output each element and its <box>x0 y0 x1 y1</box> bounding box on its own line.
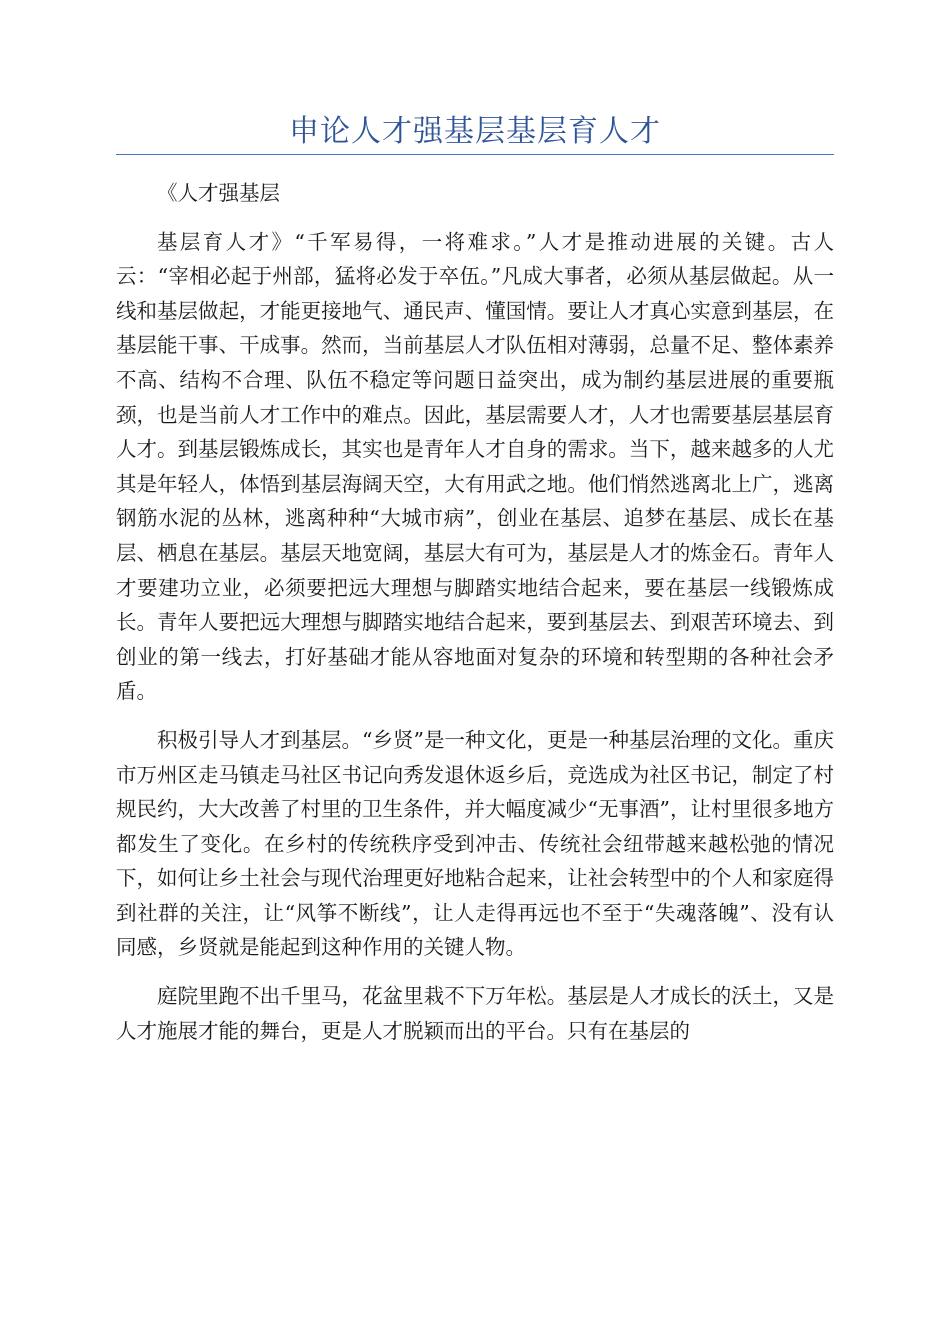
document-title: 申论人才强基层基层育人才 <box>289 114 661 149</box>
paragraph-3: 积极引导人才到基层。“乡贤”是一种文化，更是一种基层治理的文化。重庆市万州区走马镇走马社区书记向秀发退休返乡后，竞选成为社区书记，制定了村规民约，大大改善了村里的卫生条件，并大幅度减少“无事酒”，让村里很多地方都发生了变化。在乡村的传统秩序受到冲击、传统社会纽带越来越松弛的情况下，如何让乡土社会与现代治理更好地粘合起来，让社会转型中的个人和家庭得到社群的关注，让“风筝不断线”，让人走得再远也不至于“失魂落魄”、没有认同感，乡贤就是能起到这种作用的关键人物。 <box>116 727 834 960</box>
document-body <box>116 176 834 1062</box>
paragraph-4: 庭院里跑不出千里马，花盆里栽不下万年松。基层是人才成长的沃土，又是人才施展才能的舞台，更是人才脱颖而出的平台。只有在基层的 <box>116 984 834 1043</box>
paragraph-2: 基层育人才》“千军易得，一将难求。”人才是推动进展的关键。古人云：“宰相必起于州部，猛将必发于卒伍。”凡成大事者，必须从基层做起。从一线和基层做起，才能更接地气、通民声、懂国情。要让人才真心实意到基层，在基层能干事、干成事。然而，当前基层人才队伍相对薄弱，总量不足、整体素养不高、结构不合理、队伍不稳定等问题日益突出，成为制约基层进展的重要瓶颈，也是当前人才工作中的难点。因此，基层需要人才，人才也需要基层基层育人才。到基层锻炼成长，其实也是青年人才自身的需求。当下，越来越多的人尤其是年轻人，体悟到基层海阔天空，大有用武之地。他们悄然逃离北上广，逃离钢筋水泥的丛林，逃离种种“大城市病”，创业在基层、追梦在基层、成长在基层、栖息在基层。基层天地宽阔，基层大有可为，基层是人才的炼金石。青年人才要建功立业，必须要把远大理想与脚踏实地结合起来，要在基层一线锻炼成长。青年人要把远大理想与脚踏实地结合起来，要到基层去、到艰苦环境去、到创业的第一线去，打好基础才能从容地面对复杂的环境和转型期的各种社会矛盾。 <box>116 229 834 704</box>
paragraph-1: 《人才强基层 <box>157 181 280 205</box>
title-underline <box>116 154 834 155</box>
